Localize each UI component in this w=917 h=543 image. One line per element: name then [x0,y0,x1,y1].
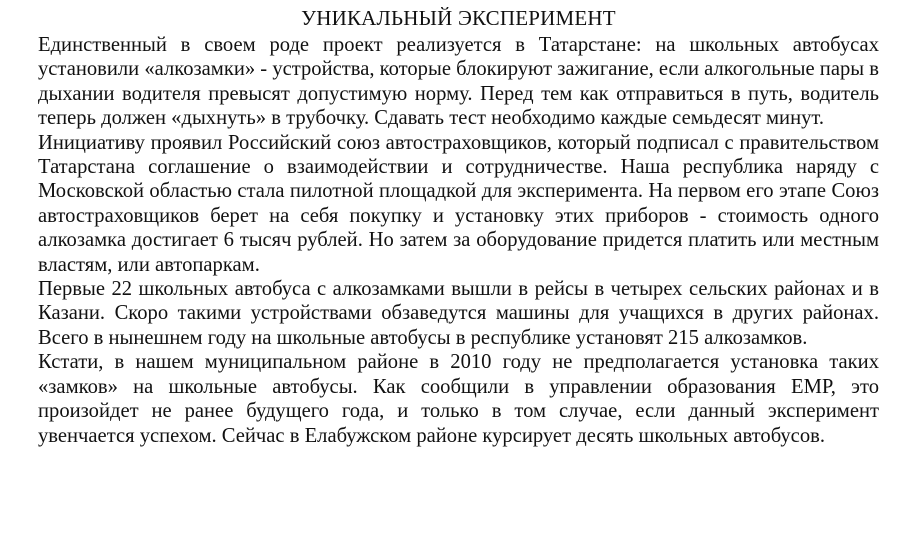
article-paragraph-1: Единственный в своем роде проект реализуется в Татарстане: на школьных автобусах установили «алкозамки» - устройства, которые блокируют зажигание, если алкогольные пары в дыхании водителя превысят допустимую норму. Перед тем как отправиться в путь, водитель теперь должен «дыхнуть» в трубочку. Сдавать тест необходимо каждые семьдесят минут. [38,34,879,130]
article-paragraph-4: Кстати, в нашем муниципальном районе в 2010 году не предполагается установка таких «замков» на школьные автобусы. Как сообщили в управлении образования ЕМР, это произойдет не ранее будущего года, и только в том случае, если данный эксперимент увенчается успехом. Сейчас в Елабужском районе курсирует десять школьных автобусов. [38,351,879,447]
article-paragraph-2: Инициативу проявил Российский союз автостраховщиков, который подписал с правительством Татарстана соглашение о взаимодействии и сотрудничестве. Наша республика наряду с Московской областью стала пилотной площадкой для эксперимента. На первом его этапе Союз автостраховщиков берет на себя покупку и установку этих приборов - стоимость одного алкозамка достигает 6 тысяч рублей. Но затем за оборудование придется платить или местным властям, или автопаркам. [38,131,879,276]
article-paragraph-3: Первые 22 школьных автобуса с алкозамками вышли в рейсы в четырех сельских районах и в Казани. Скоро такими устройствами обзаведутся машины для учащихся в других районах. Всего в нынешнем году на школьные автобусы в республике установят 215 алкозамков. [38,278,879,349]
article-title: УНИКАЛЬНЫЙ ЭКСПЕРИМЕНТ [301,6,616,30]
